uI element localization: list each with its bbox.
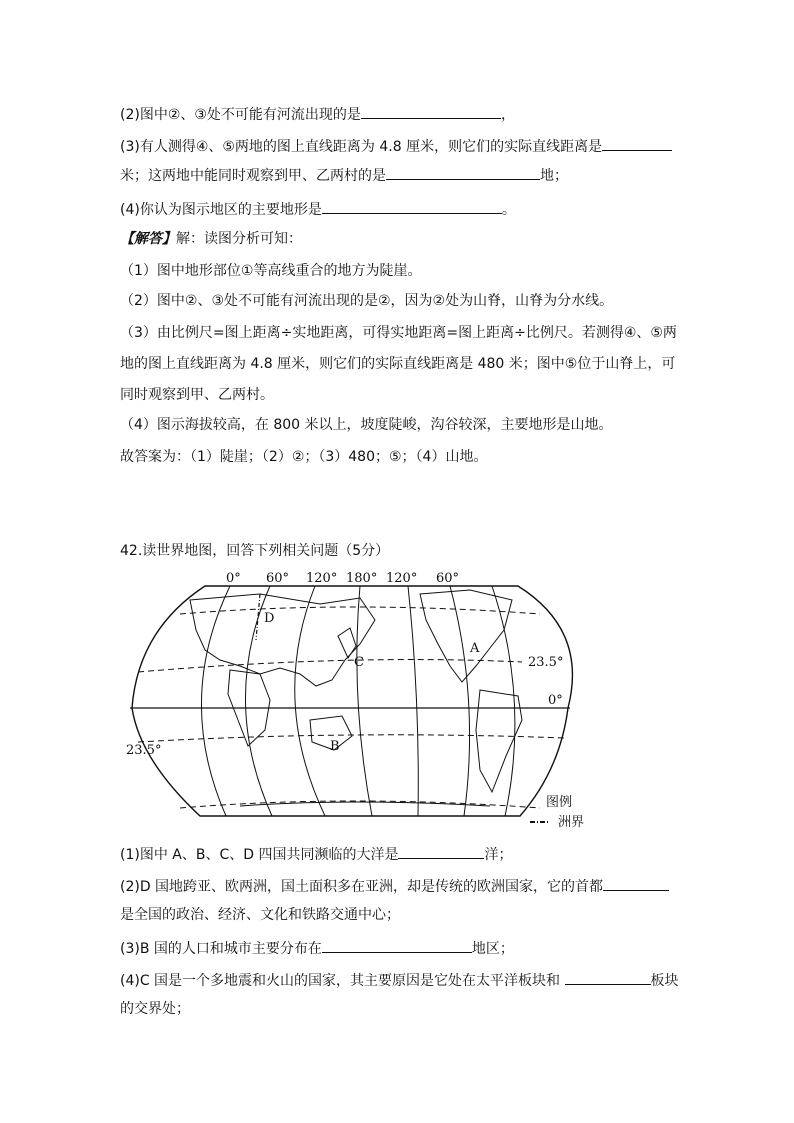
question-3-tail: 地； — [540, 168, 568, 184]
answer-blank[interactable] — [322, 938, 472, 953]
meridian — [492, 586, 515, 816]
south-america-outline — [476, 690, 522, 792]
longitude-label-60: 60° — [266, 571, 290, 586]
answer-4: （4）图示海拔较高，在 800 米以上，坡度陡峻，沟谷较深，主要地形是山地。 — [120, 417, 613, 433]
world-map-svg — [120, 570, 600, 832]
answer-header — [120, 230, 302, 248]
answer-blank[interactable] — [398, 844, 484, 859]
meridian — [408, 586, 418, 816]
answer-blank[interactable] — [361, 104, 501, 119]
map-question-3-tail: 地区； — [471, 941, 514, 957]
answer-blank[interactable] — [603, 876, 669, 891]
question-3-line2 — [120, 165, 568, 185]
answer-3-line2: 地的图上直线距离为 4.8 厘米，则它们的实际直线距离是 480 米；图中⑤位于山脊上，可 — [120, 356, 676, 372]
legend-item: 洲界 — [558, 815, 585, 830]
longitude-label-180: 180° — [346, 571, 378, 586]
map-question-2-line2: 是全国的政治、经济、文化和铁路交通中心； — [120, 907, 400, 923]
japan-outline — [338, 628, 356, 658]
answer-summary: 故答案为：（1）陡崖；（2）②；（3）480；⑤；（4）山地。 — [120, 449, 488, 465]
country-label-a: A — [470, 641, 480, 656]
country-label-d: D — [264, 611, 275, 626]
map-question-4-text: (4)C 国是一个多地震和火山的国家，其主要原因是它处在太平洋板块和 — [120, 973, 561, 989]
map-question-4-tail: 板块 — [650, 973, 679, 989]
map-question-1-text: (1)图中 A、B、C、D 四国共同濒临的大洋是 — [120, 847, 399, 863]
lat-label-south: 23.5° — [126, 743, 162, 758]
world-map — [120, 570, 600, 832]
answer-3-line3: 同时观察到甲、乙两村。 — [120, 387, 274, 403]
question-4-tail: 。 — [501, 202, 516, 218]
map-question-4-line2: 的交界处； — [120, 1001, 190, 1017]
meridian — [295, 586, 325, 816]
question-42-title: 42.读世界地图，回答下列相关问题（5分） — [120, 543, 390, 559]
answer-2: （2）图中②、③处不可能有河流出现的是②，因为②处为山脊，山脊为分水线。 — [120, 293, 614, 309]
meridian — [201, 586, 230, 816]
map-question-4-line1 — [120, 970, 679, 990]
map-question-1 — [120, 844, 512, 864]
answer-blank[interactable] — [322, 199, 502, 214]
longitude-label-120w: 120° — [386, 571, 418, 586]
question-3-text: (3)有人测得④、⑤两地的图上直线距离为 4.8 厘米，则它们的实际直线距离是 — [120, 139, 603, 155]
country-label-b: B — [330, 739, 340, 754]
longitude-label-120: 120° — [306, 571, 338, 586]
answer-tag: 【解答】 — [120, 231, 176, 247]
longitude-label-0: 0° — [226, 571, 241, 586]
question-2-tail: ， — [500, 107, 515, 123]
map-question-3 — [120, 938, 514, 958]
map-question-2-text: (2)D 国地跨亚、欧两洲，国土面积多在亚洲，却是传统的欧洲国家，它的首都 — [120, 879, 604, 895]
question-3-line1 — [120, 136, 672, 156]
answer-intro: 解：读图分析可知： — [176, 231, 302, 247]
answer-3-line1: （3）由比例尺=图上距离÷实地距离，可得实地距离=图上距离÷比例尺。若测得④、⑤两 — [120, 325, 677, 341]
arctic-circle — [180, 607, 540, 614]
equator-label: 0° — [548, 693, 563, 708]
map-question-3-text: (3)B 国的人口和城市主要分布在 — [120, 941, 322, 957]
answer-blank[interactable] — [565, 970, 651, 985]
longitude-label-60w: 60° — [436, 571, 460, 586]
meridian — [450, 586, 470, 816]
answer-blank[interactable] — [386, 165, 540, 180]
map-question-1-tail: 洋； — [484, 847, 513, 863]
lat-label-north: 23.5° — [528, 655, 564, 670]
question-4 — [120, 199, 516, 219]
answer-1: （1）图中地形部位①等高线重合的地方为陡崖。 — [120, 263, 422, 279]
map-question-2-line1 — [120, 876, 669, 896]
question-2-text: (2)图中②、③处不可能有河流出现的是 — [120, 107, 361, 123]
question-2 — [120, 104, 515, 124]
answer-blank[interactable] — [602, 136, 672, 151]
question-3-text-2: 米；这两地中能同时观察到甲、乙两村的是 — [120, 168, 386, 184]
meridian — [357, 586, 372, 816]
legend-title: 图例 — [546, 795, 573, 810]
country-label-c: C — [354, 655, 364, 670]
question-4-text: (4)你认为图示地区的主要地形是 — [120, 202, 322, 218]
